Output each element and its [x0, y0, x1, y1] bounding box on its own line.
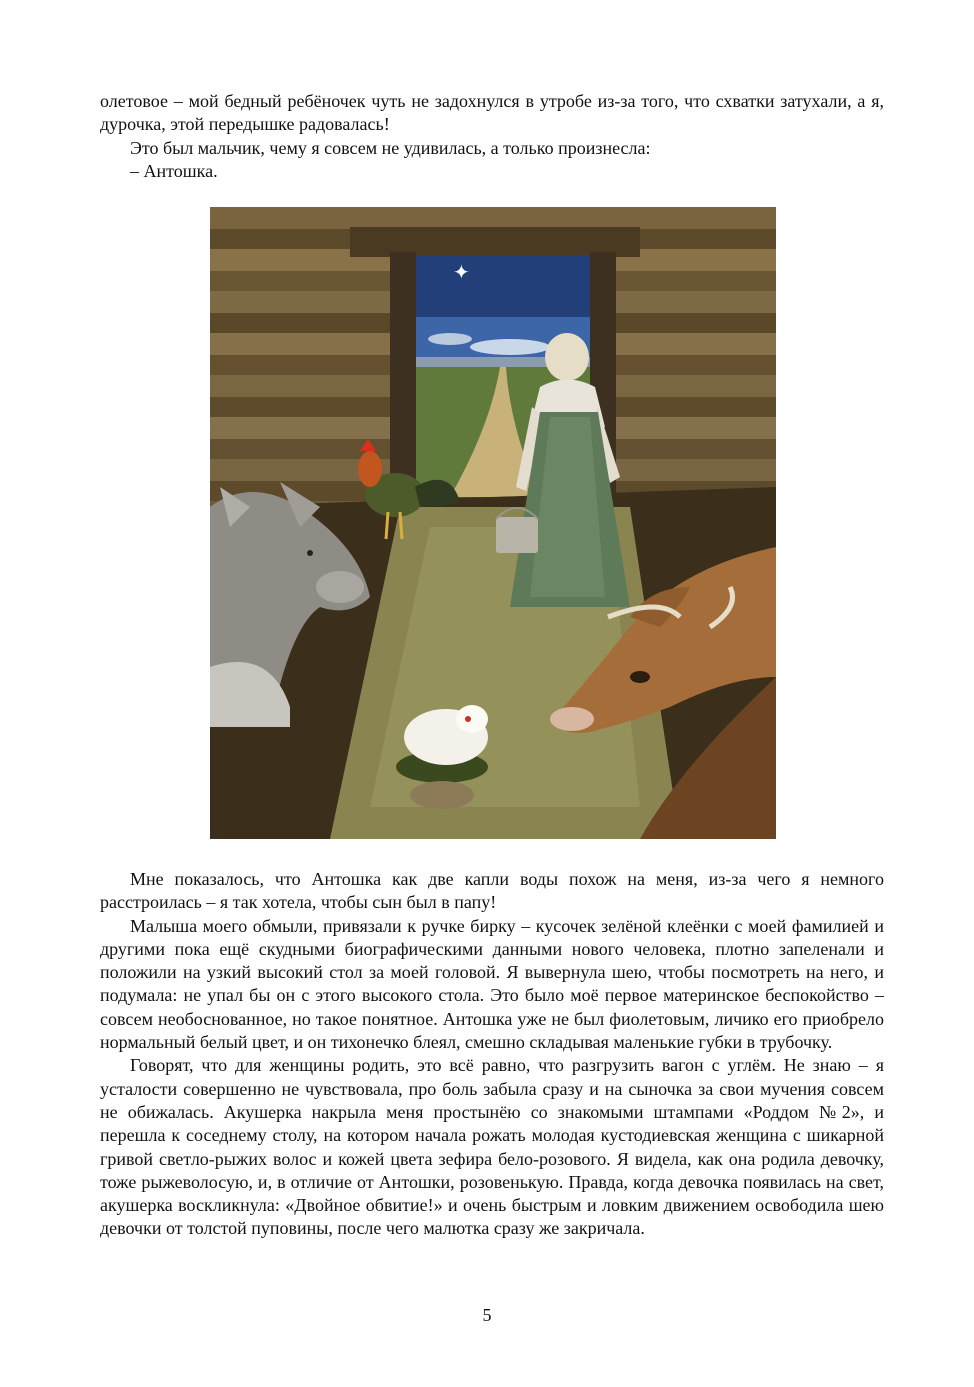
- bottom-text-block: [100, 868, 884, 1241]
- star-icon: ✦: [453, 260, 470, 284]
- paragraph: Это был мальчик, чему я совсем не удивилась, а только произнесла:: [130, 137, 651, 158]
- paragraph: олетовое – мой бедный ребёночек чуть не задохнулся в утробе из-за того, что схватки затухали, а я, дурочка, этой передышке радовалась!: [100, 91, 884, 135]
- top-text-block: [100, 90, 884, 183]
- paragraph: – Антошка.: [130, 160, 218, 181]
- paragraph: Мне показалось, что Антошка как две капли воды похож на меня, из-за чего я немного расстроилась – я так хотела, чтобы сын был в папу!: [100, 869, 884, 913]
- bucket: [496, 517, 538, 553]
- page-number: 5: [482, 1305, 492, 1325]
- paragraph: Говорят, что для женщины родить, это всё равно, что разгрузить вагон с углём. Не знаю – я усталости совершенно не чувствовала, про боль забыла сразу и на сыночка за свои мучения совсем не обижалась. Акушерка накрыла меня простынёю со знакомыми штампами «Роддом №2», и перешла к соседнему столу, на котором начала рожать молодая кустодиевская женщина с шикарной гривой светло-рыжих волос и кожей цвета зефира бело-розового. Я видела, как она родила девочку, тоже рыжеволосую, и, в отличие от Антошки, розовенькую. Правда, когда девочка появилась на свет, акушерка воскликнула: «Двойное обвитие!» и очень быстрым и ловким движением освободила шею девочки от толстой пуповины, после чего малютка сразу же закричала.: [100, 1055, 884, 1239]
- paragraph: Малыша моего обмыли, привязали к ручке бирку – кусочек зелёной клеёнки с моей фамилией и другими пока ещё скудными биографическими данными нового человека, плотно запеленали и положили на узкий высокий стол за моей головой. Я вывернула шею, чтобы посмотреть на него, и подумала: не упал бы он с этого высокого стола. Это было моё первое материнское беспокойство – совсем необоснованное, но такое понятное. Антошка уже не был фиолетовым, личико его приобрело нормальный белый цвет, и он тихонечко блеял, смешно складывая маленькие губки в трубочку.: [100, 915, 884, 1053]
- tapestry-illustration: [210, 207, 776, 839]
